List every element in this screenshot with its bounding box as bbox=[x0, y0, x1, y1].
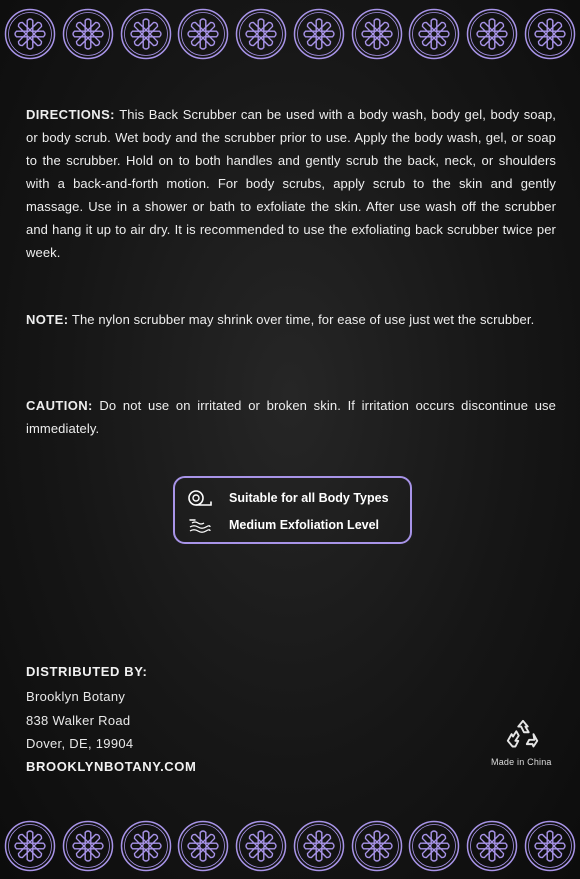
feature-body-types-label: Suitable for all Body Types bbox=[229, 490, 389, 505]
note-label: NOTE: bbox=[26, 312, 69, 327]
asterisk-medallion-icon bbox=[235, 8, 287, 60]
asterisk-medallion-icon bbox=[524, 8, 576, 60]
distributor-block bbox=[26, 661, 196, 778]
asterisk-medallion-icon bbox=[177, 8, 229, 60]
distributor-name: Brooklyn Botany bbox=[26, 689, 126, 704]
asterisk-medallion-icon bbox=[408, 820, 460, 872]
exfoliation-waves-icon bbox=[187, 515, 213, 535]
asterisk-medallion-icon bbox=[62, 820, 114, 872]
distributor-heading: DISTRIBUTED BY: bbox=[26, 664, 148, 679]
asterisk-medallion-icon bbox=[120, 820, 172, 872]
feature-body-types bbox=[187, 484, 410, 511]
top-border bbox=[0, 4, 580, 64]
made-in-label: Made in China bbox=[491, 757, 552, 767]
asterisk-medallion-icon bbox=[466, 8, 518, 60]
asterisk-medallion-icon bbox=[177, 820, 229, 872]
asterisk-medallion-icon bbox=[4, 8, 56, 60]
directions-paragraph bbox=[26, 103, 556, 264]
caution-label: CAUTION: bbox=[26, 398, 93, 413]
distributor-street: 838 Walker Road bbox=[26, 712, 131, 728]
caution-paragraph bbox=[26, 394, 556, 440]
note-text: The nylon scrubber may shrink over time, for ease of use just wet the scrubber. bbox=[68, 312, 535, 327]
note-paragraph bbox=[26, 308, 556, 331]
feature-exfoliation-label: Medium Exfoliation Level bbox=[229, 517, 380, 532]
distributor-website[interactable]: BROOKLYNBOTANY.COM bbox=[26, 758, 197, 774]
asterisk-medallion-icon bbox=[4, 820, 56, 872]
asterisk-medallion-icon bbox=[466, 820, 518, 872]
directions-text: This Back Scrubber can be used with a body wash, body gel, body soap, or body scrub. Wet body and the scrubber prior to use. Apply the body wash, gel, or soap to the scrubber. Hold on to both handles and gently scrub the back, neck, or shoulders with a back-and-forth motion. For body scrubs, apply scrub to the skin and gently massage. Use in a shower or bath to exfoliate the skin. After use wash off the scrubber and hang it up to air dry. It is recommended to use the exfoliating back scrubber twice per week. bbox=[26, 107, 556, 260]
asterisk-medallion-icon bbox=[524, 820, 576, 872]
asterisk-medallion-icon bbox=[235, 820, 287, 872]
asterisk-medallion-icon bbox=[351, 8, 403, 60]
feature-exfoliation bbox=[187, 511, 410, 538]
asterisk-medallion-icon bbox=[351, 820, 403, 872]
asterisk-medallion-icon bbox=[293, 8, 345, 60]
distributor-city: Dover, DE, 19904 bbox=[26, 736, 134, 751]
asterisk-medallion-icon bbox=[120, 8, 172, 60]
asterisk-medallion-icon bbox=[293, 820, 345, 872]
recycle-icon bbox=[504, 718, 542, 756]
feature-badge bbox=[173, 476, 412, 544]
caution-text: Do not use on irritated or broken skin. If irritation occurs discontinue use immediately. bbox=[26, 398, 556, 436]
asterisk-medallion-icon bbox=[408, 8, 460, 60]
asterisk-medallion-icon bbox=[62, 8, 114, 60]
directions-label: DIRECTIONS: bbox=[26, 107, 115, 122]
tape-roll-icon bbox=[187, 488, 213, 508]
bottom-border bbox=[0, 816, 580, 876]
